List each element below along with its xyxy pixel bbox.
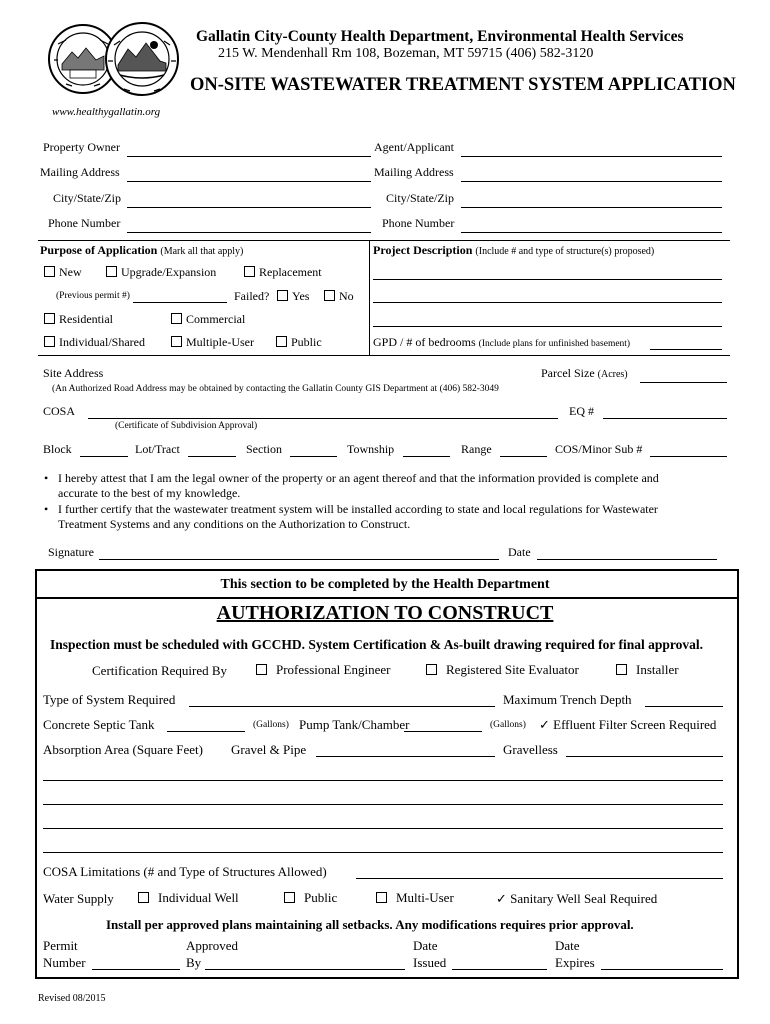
county-seal — [102, 19, 182, 99]
date-expires-label: Date — [555, 938, 580, 953]
check-upgrade-label: Upgrade/Expansion — [121, 265, 217, 279]
inspection-note: Inspection must be scheduled with GCCHD. System Certification & As-built drawing required for final approval. — [50, 637, 704, 652]
checkbox[interactable] — [244, 266, 255, 277]
gpd-note: (Include plans for unfinished basement) — [478, 339, 631, 349]
check-residential[interactable] — [44, 312, 113, 327]
date-input[interactable] — [537, 544, 717, 560]
revised-date: Revised 08/2015 — [38, 993, 106, 1004]
checkbox[interactable] — [171, 336, 182, 347]
checkbox[interactable] — [44, 313, 55, 324]
check-individual-label: Individual/Shared — [59, 335, 145, 349]
notes-line-2[interactable] — [43, 789, 723, 805]
issued-label: Issued — [413, 955, 447, 970]
auth-title: AUTHORIZATION TO CONSTRUCT — [216, 602, 554, 624]
check-prof-eng[interactable] — [256, 662, 390, 678]
checkbox[interactable] — [616, 664, 627, 675]
attest-bullet-2b: Treatment Systems and any conditions on the Authorization to Construct. — [58, 517, 411, 531]
max-trench-label: Maximum Trench Depth — [503, 692, 632, 707]
check-commercial-label: Commercial — [186, 312, 246, 326]
checkbox[interactable] — [284, 892, 295, 903]
cosa-note: (Certificate of Subdivision Approval) — [115, 421, 258, 431]
block-label: Block — [43, 442, 72, 456]
date-issued-label: Date — [413, 938, 438, 953]
cosa-limits-input[interactable] — [356, 863, 723, 879]
owner-mailing-label: Mailing Address — [40, 165, 120, 179]
check-reg-site[interactable] — [426, 662, 579, 678]
check-multiple-label: Multiple-User — [186, 335, 254, 349]
section-label: Section — [246, 442, 282, 456]
health-dept-header-divider — [35, 597, 739, 599]
eq-input[interactable] — [603, 403, 727, 419]
owner-mailing-input[interactable] — [127, 166, 371, 182]
effluent-filter-note: ✓ Effluent Filter Screen Required — [539, 717, 717, 732]
form-title: ON-SITE WASTEWATER TREATMENT SYSTEM APPLICATION — [190, 75, 736, 95]
checkbox[interactable] — [426, 664, 437, 675]
purpose-vertical-divider — [369, 240, 370, 355]
approved-label: Approved — [186, 938, 238, 953]
check-water-public-label: Public — [304, 890, 338, 905]
approved-by-input[interactable] — [205, 954, 405, 970]
attest-bullet-2: • I further certify that the wastewater treatment system will be installed according to state and local regulations for Wastewater — [44, 502, 658, 516]
parcel-size-label — [541, 366, 628, 381]
eq-label: EQ # — [569, 404, 594, 418]
cosa-limits-label: COSA Limitations (# and Type of Structures Allowed) — [43, 864, 327, 879]
check-multi-user-label: Multi-User — [396, 890, 454, 905]
block-input[interactable] — [80, 441, 128, 457]
purpose-heading — [40, 243, 243, 258]
check-failed-no[interactable] — [324, 289, 354, 304]
range-label: Range — [461, 442, 492, 456]
property-owner-input[interactable] — [127, 141, 371, 157]
county-seal-icon — [102, 19, 182, 99]
check-failed-no-label: No — [339, 289, 354, 303]
check-new-label: New — [59, 265, 82, 279]
max-trench-input[interactable] — [645, 691, 723, 707]
agent-mailing-label: Mailing Address — [374, 165, 454, 179]
check-installer[interactable] — [616, 662, 679, 678]
type-system-input[interactable] — [189, 691, 495, 707]
concrete-tank-label: Concrete Septic Tank — [43, 717, 155, 732]
project-line-1[interactable] — [373, 264, 722, 280]
gravel-pipe-label: Gravel & Pipe — [231, 742, 307, 757]
owner-city-label: City/State/Zip — [53, 191, 121, 205]
prev-permit-label: (Previous permit #) — [56, 291, 130, 301]
concrete-tank-input[interactable] — [167, 716, 245, 732]
prev-permit-input[interactable] — [133, 287, 227, 303]
lot-input[interactable] — [188, 441, 236, 457]
checkbox[interactable] — [277, 290, 288, 301]
check-replacement-label: Replacement — [259, 265, 322, 279]
pump-tank-input[interactable] — [404, 716, 482, 732]
attest-bullet-2-text: I further certify that the wastewater treatment system will be installed according to state and local regulations for Wastewater — [58, 502, 658, 516]
check-public-label: Public — [291, 335, 322, 349]
date-label: Date — [508, 545, 531, 559]
parcel-size-text: Parcel Size — [541, 366, 595, 380]
checkbox[interactable] — [171, 313, 182, 324]
check-public[interactable] — [276, 335, 322, 350]
check-new[interactable] — [44, 265, 82, 280]
check-indiv-well-label: Individual Well — [158, 890, 239, 905]
cosa-label: COSA — [43, 404, 76, 418]
number-label: Number — [43, 955, 86, 970]
owner-phone-input[interactable] — [127, 217, 371, 233]
date-expires-input[interactable] — [601, 954, 723, 970]
attest-bullet-1b: accurate to the best of my knowledge. — [58, 486, 241, 500]
date-issued-input[interactable] — [452, 954, 547, 970]
attest-bullet-1: • I hereby attest that I am the legal owner of the property or an agent thereof and that the information provided is complete and — [44, 471, 659, 485]
purpose-bottom-divider — [38, 355, 730, 356]
cert-required-label: Certification Required By — [92, 663, 228, 678]
purpose-heading-text: Purpose of Application — [40, 243, 158, 257]
checkbox[interactable] — [324, 290, 335, 301]
agent-input[interactable] — [461, 141, 722, 157]
pump-tank-label: Pump Tank/Chamber — [299, 717, 410, 732]
range-input[interactable] — [500, 441, 547, 457]
checkbox[interactable] — [106, 266, 117, 277]
purpose-top-divider — [38, 240, 730, 241]
notes-line-4[interactable] — [43, 837, 723, 853]
checkbox[interactable] — [44, 336, 55, 347]
parcel-size-input[interactable] — [640, 367, 727, 383]
township-label: Township — [347, 442, 395, 456]
project-heading-text: Project Description — [373, 243, 473, 257]
checkbox[interactable] — [376, 892, 387, 903]
gpd-label — [373, 335, 630, 350]
cosa-input[interactable] — [88, 403, 558, 419]
purpose-note: (Mark all that apply) — [160, 246, 244, 257]
attest-bullet-1-text: I hereby attest that I am the legal owner of the property or an agent thereof and that the information provided is complete and — [58, 471, 659, 485]
checkbox[interactable] — [44, 266, 55, 277]
owner-phone-label: Phone Number — [48, 216, 121, 230]
agent-phone-label: Phone Number — [382, 216, 455, 230]
expires-label: Expires — [555, 955, 595, 970]
agent-mailing-input[interactable] — [461, 166, 722, 182]
gpd-input[interactable] — [650, 334, 722, 350]
check-commercial[interactable] — [171, 312, 245, 327]
org-address: 215 W. Mendenhall Rm 108, Bozeman, MT 59715 (406) 582-3120 — [218, 46, 594, 61]
check-water-public[interactable] — [284, 890, 337, 906]
notes-line-3[interactable] — [43, 813, 723, 829]
check-reg-site-label: Registered Site Evaluator — [446, 662, 579, 677]
check-upgrade[interactable] — [106, 265, 216, 280]
project-line-3[interactable] — [373, 311, 722, 327]
section-input[interactable] — [290, 441, 337, 457]
project-note: (Include # and type of structure(s) proposed) — [475, 246, 655, 257]
checkbox[interactable] — [256, 664, 267, 675]
check-failed-yes[interactable] — [277, 289, 309, 304]
checkbox[interactable] — [138, 892, 149, 903]
site-address-label: Site Address — [43, 366, 104, 380]
gravelless-label: Gravelless — [503, 742, 558, 757]
health-dept-heading: This section to be completed by the Health Department — [220, 577, 550, 592]
parcel-acres: (Acres) — [597, 369, 628, 380]
project-line-2[interactable] — [373, 287, 722, 303]
agent-city-input[interactable] — [461, 192, 722, 208]
permit-label: Permit — [43, 938, 78, 953]
check-residential-label: Residential — [59, 312, 113, 326]
check-replacement[interactable] — [244, 265, 322, 280]
check-multiple[interactable] — [171, 335, 254, 350]
check-failed-yes-label: Yes — [292, 289, 310, 303]
install-note: Install per approved plans maintaining all setbacks. Any modifications requires prior approval. — [106, 917, 634, 932]
notes-line-1[interactable] — [43, 765, 723, 781]
gravel-pipe-input[interactable] — [316, 741, 495, 757]
gpd-label-text: GPD / # of bedrooms — [373, 335, 476, 349]
failed-label: Failed? — [234, 289, 270, 303]
check-individual[interactable] — [44, 335, 145, 350]
agent-label: Agent/Applicant — [374, 140, 454, 154]
gravelless-input[interactable] — [566, 741, 723, 757]
check-indiv-well[interactable] — [138, 890, 239, 906]
check-prof-eng-label: Professional Engineer — [276, 662, 391, 677]
property-owner-label: Property Owner — [43, 140, 120, 154]
by-label: By — [186, 955, 202, 970]
owner-city-input[interactable] — [127, 192, 371, 208]
agent-city-label: City/State/Zip — [386, 191, 454, 205]
cos-minor-input[interactable] — [650, 441, 727, 457]
project-heading — [373, 243, 654, 258]
road-address-note: (An Authorized Road Address may be obtained by contacting the Gallatin County GIS Department at (406) 582-3049 — [52, 384, 499, 394]
pump-gallons: (Gallons) — [490, 720, 526, 730]
agent-phone-input[interactable] — [461, 217, 722, 233]
permit-number-input[interactable] — [92, 954, 180, 970]
sanitary-seal-note: ✓ Sanitary Well Seal Required — [496, 891, 658, 906]
check-multi-user[interactable] — [376, 890, 454, 906]
org-name: Gallatin City-County Health Department, Environmental Health Services — [196, 28, 684, 45]
signature-label: Signature — [48, 545, 94, 559]
concrete-gallons: (Gallons) — [253, 720, 289, 730]
water-supply-label: Water Supply — [43, 891, 114, 906]
lot-label: Lot/Tract — [135, 442, 180, 456]
type-system-label: Type of System Required — [43, 692, 176, 707]
absorption-area-label: Absorption Area (Square Feet) — [43, 742, 203, 757]
check-installer-label: Installer — [636, 662, 679, 677]
signature-input[interactable] — [99, 544, 499, 560]
website-link[interactable]: www.healthygallatin.org — [52, 106, 161, 118]
township-input[interactable] — [403, 441, 450, 457]
cos-minor-label: COS/Minor Sub # — [555, 442, 643, 456]
checkbox[interactable] — [276, 336, 287, 347]
